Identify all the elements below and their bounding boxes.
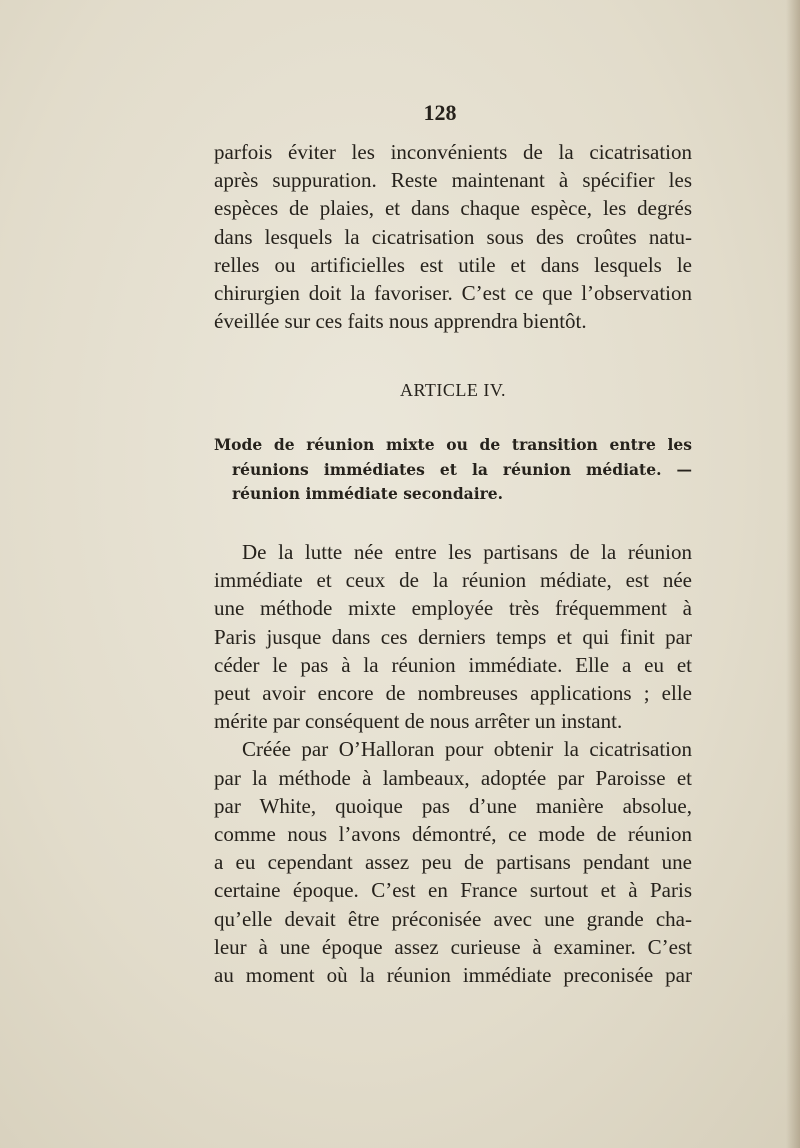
paragraph-line: espèces de plaies, et dans chaque espèce, les degrés — [214, 196, 692, 221]
subtitle-line: Mode de réunion mixte ou de transition entre les — [214, 435, 692, 454]
paragraph-line: De la lutte née entre les partisans de la réunion — [242, 540, 692, 564]
paragraph-line: chirurgien doit la favoriser. C’est ce que l’observation — [214, 281, 692, 306]
paragraph-line: comme nous l’avons démontré, ce mode de réunion — [214, 822, 692, 847]
paragraph-line: une méthode mixte employée très fréquemment à — [214, 596, 692, 621]
paragraph-line: mérite par conséquent de nous arrêter un instant. — [214, 709, 623, 734]
paragraph-line: par White, quoique pas d’une manière absolue, — [214, 793, 692, 818]
paragraph-line: au moment où la réunion immédiate preconisée par — [214, 963, 692, 988]
paragraph-line: céder le pas à la réunion immédiate. Elle a eu et — [214, 652, 692, 677]
paragraph-1 — [214, 138, 692, 335]
paragraph-2 — [214, 538, 692, 989]
page-edge-shadow — [786, 0, 800, 1148]
paragraph-line: immédiate et ceux de la réunion médiate, est née — [214, 568, 692, 593]
paragraph-line: par la méthode à lambeaux, adoptée par Paroisse et — [214, 765, 692, 790]
article-heading: ARTICLE IV. — [399, 380, 507, 400]
page-number: 128 — [423, 100, 457, 125]
paragraph-line: éveillée sur ces faits nous apprendra bientôt. — [214, 309, 587, 334]
paragraph-line: après suppuration. Reste maintenant à spécifier les — [214, 168, 692, 193]
paragraph-line: parfois éviter les inconvénients de la cicatrisation — [214, 140, 692, 164]
paragraph-line: certaine époque. C’est en France surtout et à Paris — [214, 878, 692, 903]
article-subtitle — [214, 433, 692, 507]
paragraph-line: peut avoir encore de nombreuses applications ; elle — [214, 681, 692, 706]
paragraph-line: Créée par O’Halloran pour obtenir la cicatrisation — [242, 737, 692, 762]
paragraph-line: qu’elle devait être préconisée avec une grande cha- — [214, 906, 692, 931]
paragraph-line: leur à une époque assez curieuse à examiner. C’est — [214, 934, 692, 959]
paragraph-line: Paris jusque dans ces derniers temps et qui finit par — [214, 624, 692, 649]
subtitle-line: réunion immédiate secondaire. — [232, 484, 504, 503]
paragraph-line: dans lesquels la cicatrisation sous des croûtes natu- — [214, 224, 692, 249]
paragraph-line: a eu cependant assez peu de partisans pendant une — [214, 850, 692, 875]
subtitle-line: réunions immédiates et la réunion médiate. — — [232, 459, 692, 479]
paragraph-line: relles ou artificielles est utile et dans lesquels le — [214, 252, 692, 277]
